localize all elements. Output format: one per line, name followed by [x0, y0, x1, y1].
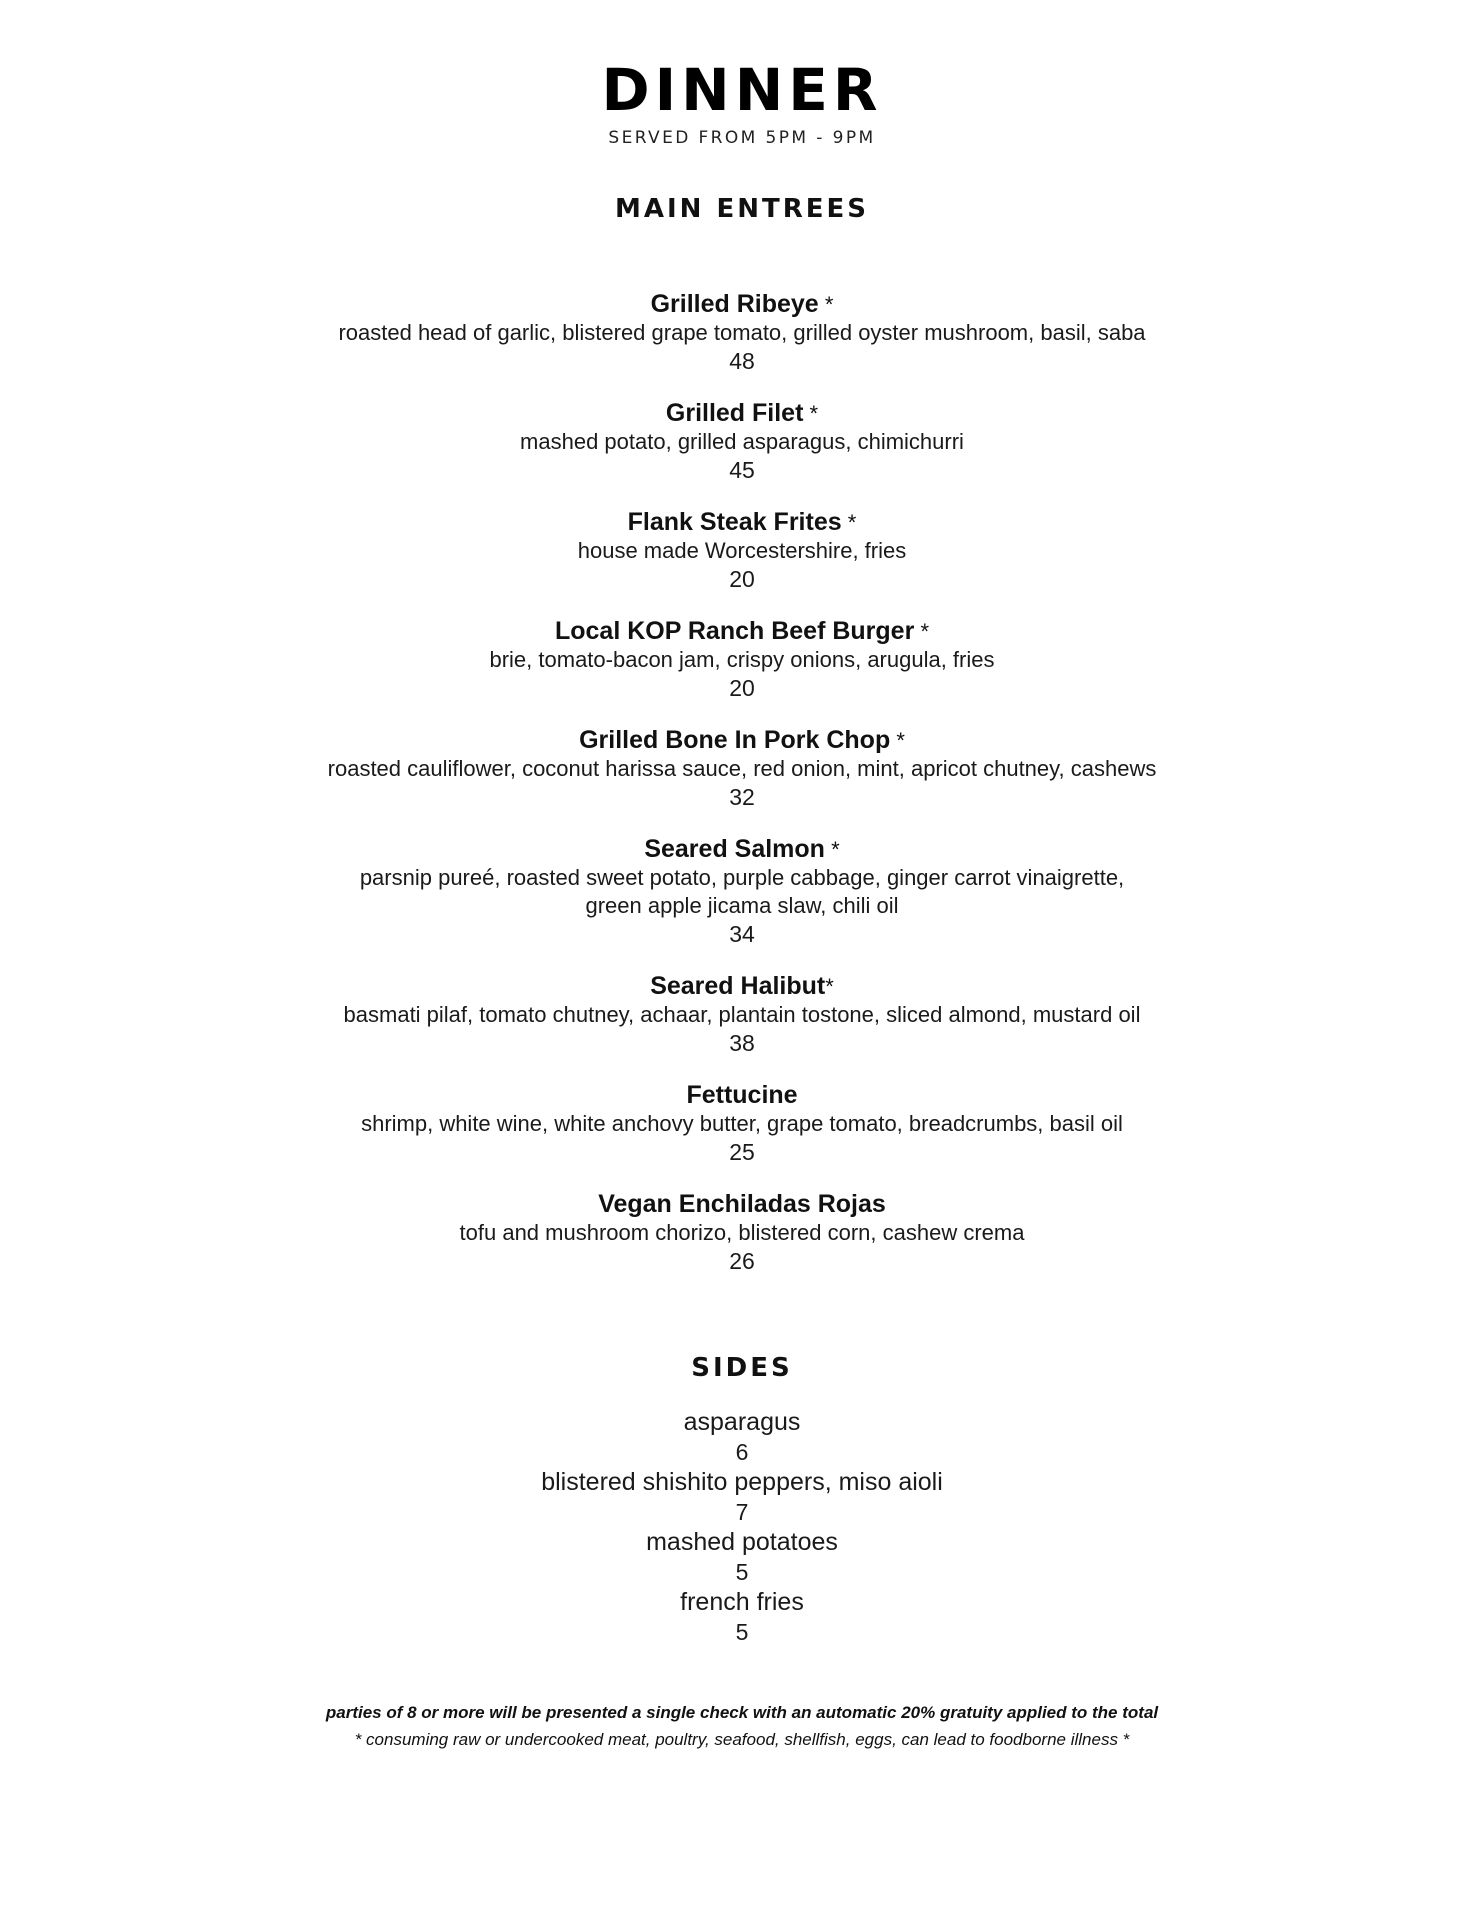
sides-heading: SIDES: [691, 1353, 793, 1383]
entree-price: 25: [729, 1139, 755, 1165]
entree-name: Fettucine: [686, 1081, 798, 1109]
entree-item: [0, 508, 1484, 593]
entree-description: roasted cauliflower, coconut harissa sauce, red onion, mint, apricot chutney, cashews: [327, 756, 1157, 781]
entree-description: shrimp, white wine, white anchovy butter, grape tomato, breadcrumbs, basil oil: [361, 1111, 1123, 1136]
entree-name: Seared Halibut*: [650, 972, 834, 1000]
entree-price: 20: [729, 675, 755, 701]
entree-item: [0, 290, 1484, 375]
raw-warning-star: *: [825, 974, 834, 999]
side-name: french fries: [680, 1588, 804, 1616]
entree-description-continued: green apple jicama slaw, chili oil: [585, 893, 899, 918]
entree-item: [0, 972, 1484, 1057]
entree-description: parsnip pureé, roasted sweet potato, purple cabbage, ginger carrot vinaigrette,: [359, 865, 1125, 890]
entree-item: [0, 1081, 1484, 1166]
gratuity-note: parties of 8 or more will be presented a single check with an automatic 20% gratuity applied to the total: [325, 1703, 1159, 1722]
side-name: mashed potatoes: [646, 1528, 838, 1556]
entree-name: Local KOP Ranch Beef Burger *: [554, 617, 930, 645]
entree-item: [0, 1190, 1484, 1275]
entree-name: Grilled Ribeye *: [650, 290, 834, 318]
side-name: asparagus: [683, 1408, 801, 1436]
side-price: 5: [735, 1559, 749, 1585]
entree-list: [0, 290, 1484, 1275]
side-price: 5: [735, 1619, 749, 1645]
entree-description: roasted head of garlic, blistered grape tomato, grilled oyster mushroom, basil, saba: [338, 320, 1146, 345]
entree-price: 26: [729, 1248, 755, 1274]
entree-name: Seared Salmon *: [644, 835, 840, 863]
entree-item: [0, 726, 1484, 811]
entree-description: basmati pilaf, tomato chutney, achaar, plantain tostone, sliced almond, mustard oil: [343, 1002, 1141, 1027]
entree-name: Grilled Bone In Pork Chop *: [579, 726, 905, 754]
entree-item: [0, 399, 1484, 484]
entree-description: brie, tomato-bacon jam, crispy onions, arugula, fries: [489, 647, 995, 672]
raw-warning-star: *: [824, 837, 840, 862]
menu-title: DINNER: [601, 56, 883, 124]
entree-price: 48: [729, 348, 755, 374]
entree-price: 45: [729, 457, 755, 483]
entree-item: [0, 835, 1484, 948]
raw-warning-star: *: [803, 401, 819, 426]
entree-price: 20: [729, 566, 755, 592]
entree-description: mashed potato, grilled asparagus, chimichurri: [520, 429, 964, 454]
entree-item: [0, 617, 1484, 702]
sides-list: [0, 1407, 1484, 1647]
entree-price: 32: [729, 784, 755, 810]
raw-warning-star: *: [914, 619, 930, 644]
raw-warning-star: *: [841, 510, 857, 535]
entree-name: Vegan Enchiladas Rojas: [598, 1190, 886, 1218]
entree-price: 34: [729, 921, 755, 947]
entree-description: tofu and mushroom chorizo, blistered corn, cashew crema: [459, 1220, 1025, 1245]
menu-hours: SERVED FROM 5PM - 9PM: [608, 128, 876, 148]
side-price: 7: [735, 1499, 749, 1525]
food-safety-warning: * consuming raw or undercooked meat, poultry, seafood, shellfish, eggs, can lead to foodborne illness *: [354, 1730, 1130, 1749]
menu-footer: [0, 1699, 1484, 1753]
entree-description: house made Worcestershire, fries: [577, 538, 907, 563]
raw-warning-star: *: [890, 728, 905, 753]
entree-name: Grilled Filet *: [665, 399, 819, 427]
entree-name: Flank Steak Frites *: [627, 508, 857, 536]
main-entrees-heading: MAIN ENTREES: [614, 194, 869, 224]
side-name: blistered shishito peppers, miso aioli: [541, 1468, 943, 1496]
entree-price: 38: [729, 1030, 755, 1056]
side-price: 6: [735, 1439, 749, 1465]
raw-warning-star: *: [818, 292, 834, 317]
